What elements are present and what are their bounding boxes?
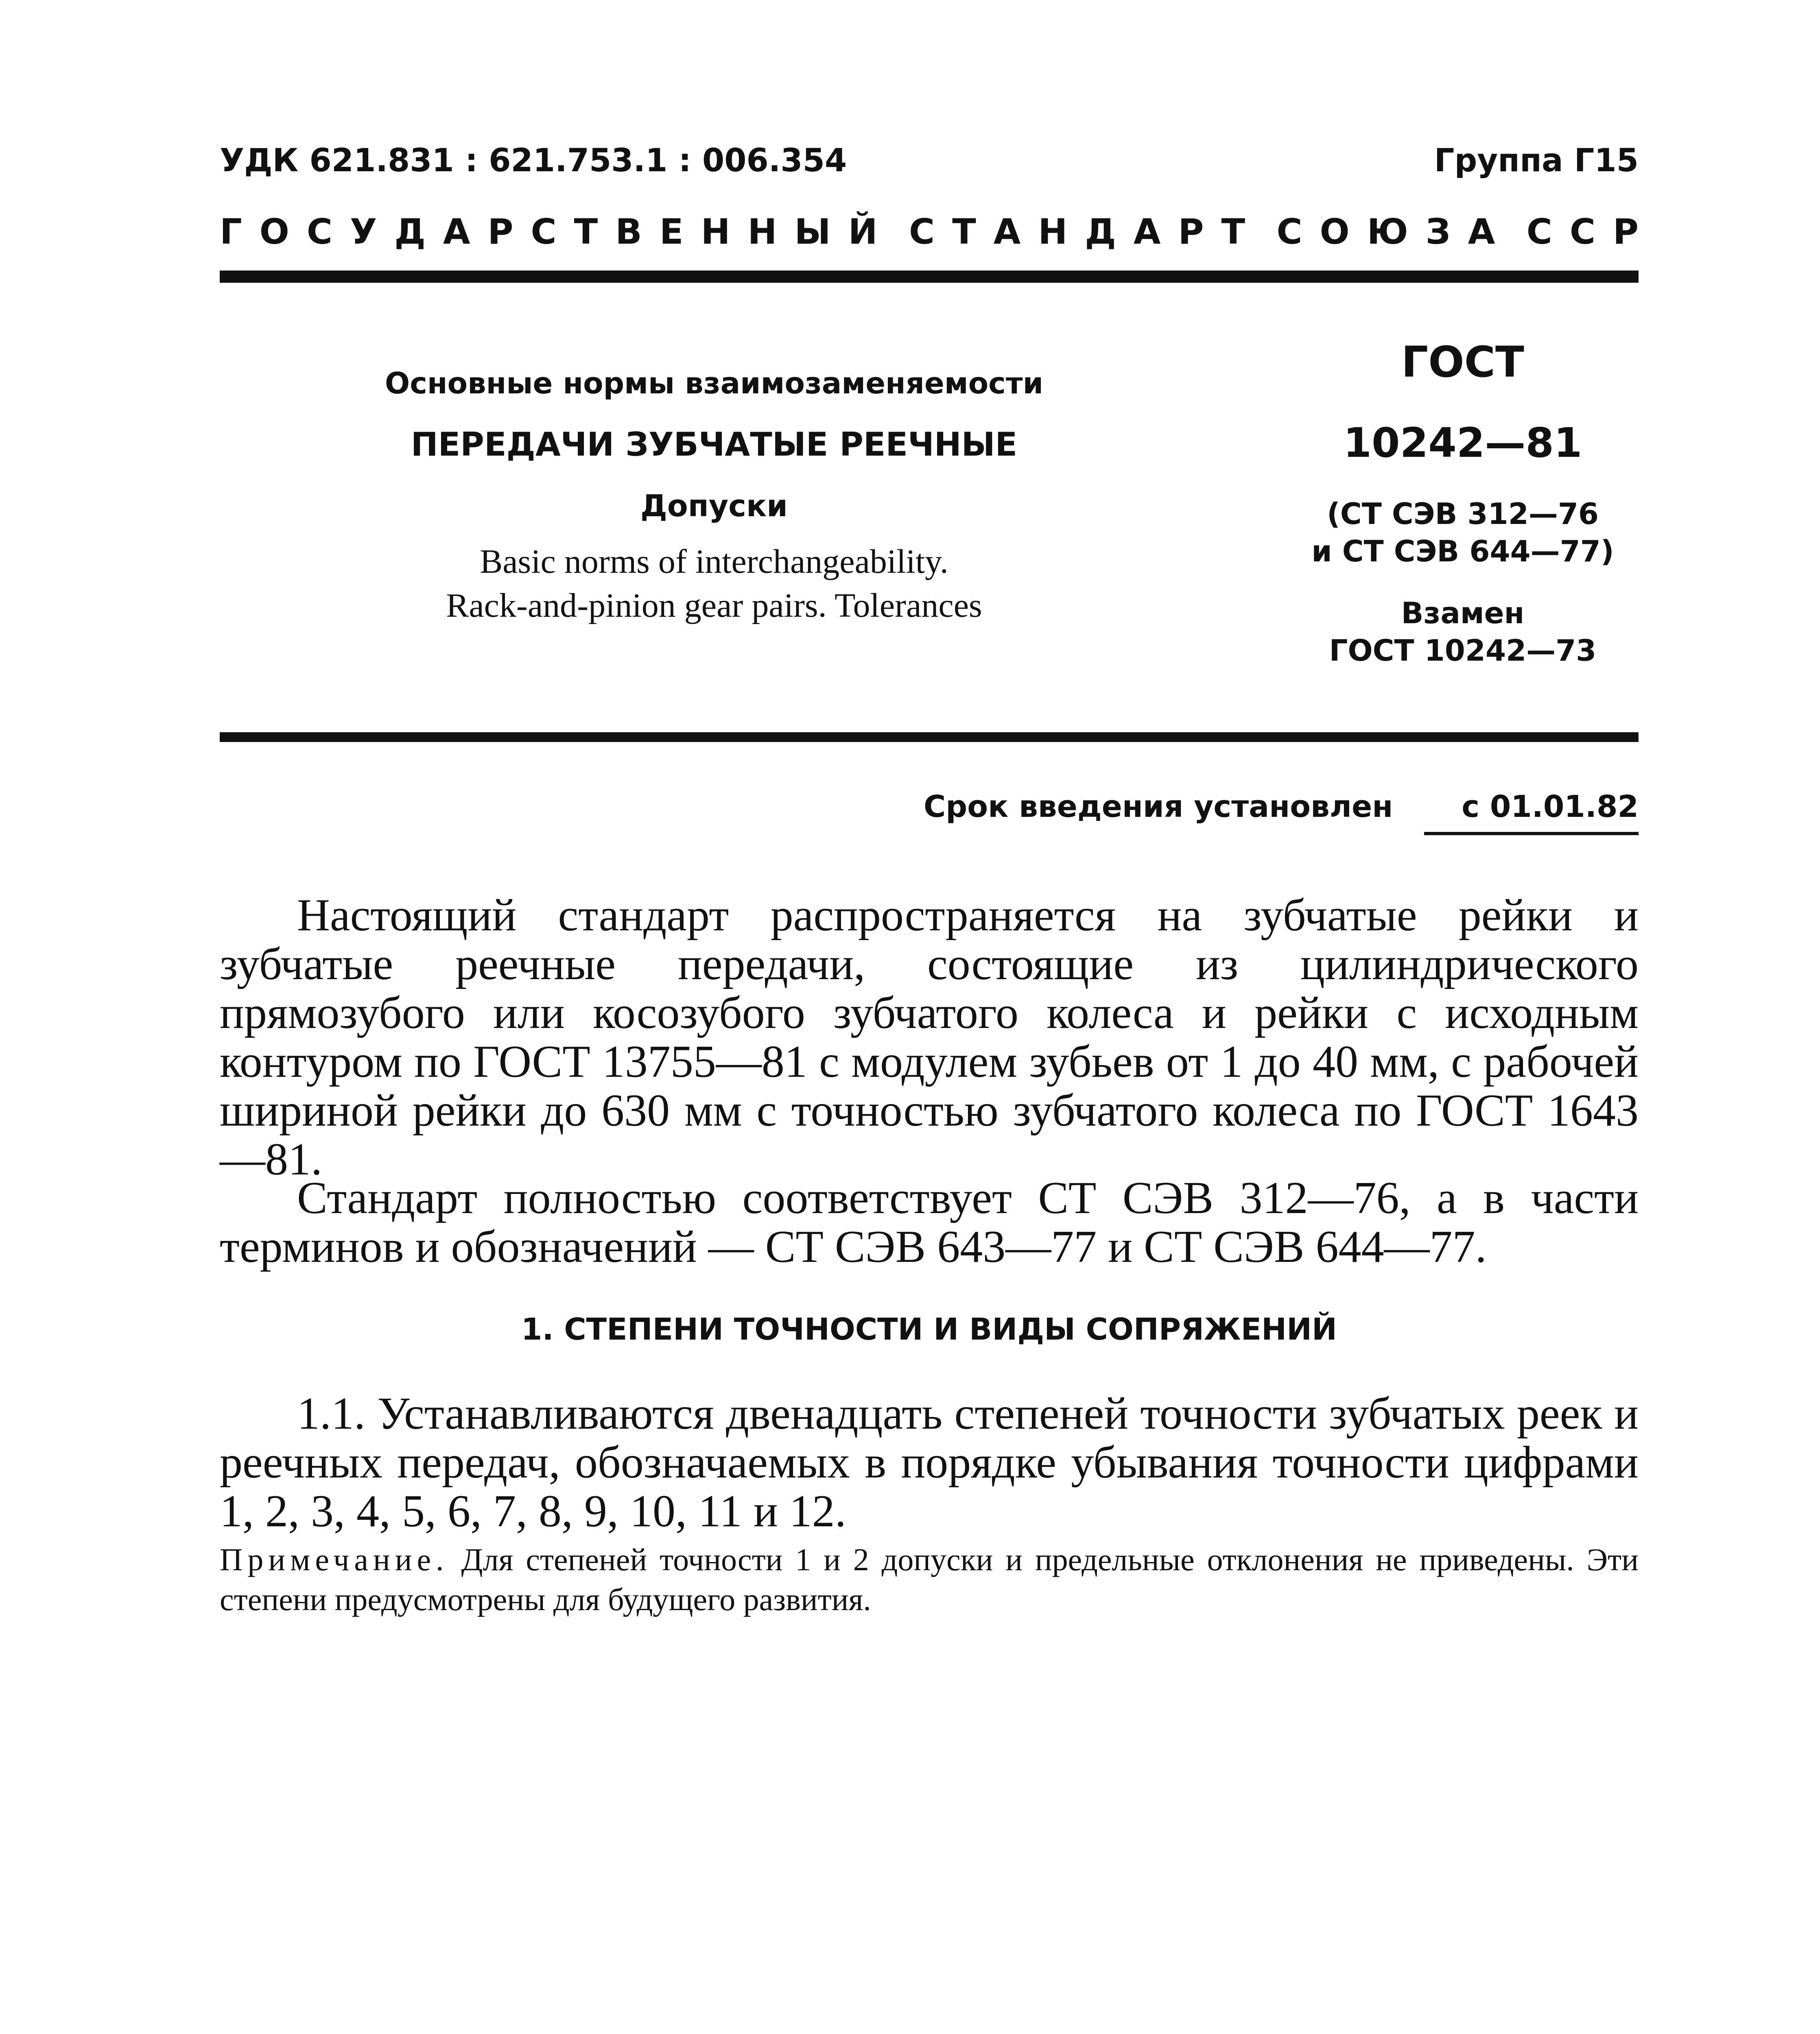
banner-word-4: С С Р: [1526, 212, 1639, 252]
sev-reference-line-2: и СТ СЭВ 644—77): [1311, 534, 1614, 568]
english-title-line-1: Basic norms of interchangeability.: [480, 543, 948, 581]
sev-reference: [1286, 495, 1640, 570]
replaces-number: ГОСТ 10242—73: [1329, 633, 1597, 668]
english-title: [317, 540, 1111, 628]
replaces-block: [1286, 594, 1640, 669]
note-text: Для степеней точности 1 и 2 допуски и предельные отклонения не приведены. Эти степени предусмотрены для будущего развития.: [220, 1542, 1639, 1617]
middle-divider: [220, 732, 1639, 742]
note-label: Примечание.: [220, 1542, 449, 1577]
paragraph-scope: [220, 891, 1639, 1184]
section-heading: 1. СТЕПЕНИ ТОЧНОСТИ И ВИДЫ СОПРЯЖЕНИЙ: [521, 1312, 1337, 1347]
gost-number: 10242—81: [1343, 419, 1582, 467]
gost-label: ГОСТ: [1401, 337, 1524, 387]
banner-word-2: С Т А Н Д А Р Т: [909, 212, 1245, 252]
title-line-2: ПЕРЕДАЧИ ЗУБЧАТЫЕ РЕЕЧНЫЕ: [411, 426, 1018, 463]
title-line-3: Допуски: [640, 489, 788, 524]
paragraph-1-1: [220, 1389, 1639, 1536]
effective-date-underline: [1424, 832, 1639, 835]
top-divider: [220, 271, 1639, 283]
udk-code: УДК 621.831 : 621.753.1 : 006.354: [220, 142, 847, 179]
banner-word-1: Г О С У Д А Р С Т В Е Н Н Ы Й: [220, 212, 878, 252]
english-title-line-2: Rack-and-pinion gear pairs. Tolerances: [446, 587, 982, 624]
effective-date-label: Срок введения установлен: [924, 789, 1393, 824]
paragraph-1-1-text: 1.1. Устанавливаются двенадцать степеней точности зубчатых реек и реечных передач, обозначаемых в порядке убывания точности цифрами 1, 2, 3, 4, 5, 6, 7, 8, 9, 10, 11 и 12.: [220, 1388, 1639, 1536]
effective-date-value: с 01.01.82: [1462, 789, 1639, 824]
state-standard-banner: [220, 212, 1639, 252]
designation-block: [1286, 334, 1640, 669]
group-code: Группа Г15: [1434, 142, 1639, 179]
paragraph-compliance-text: Стандарт полностью соответствует СТ СЭВ 312—76, а в части терминов и обозначений — СТ СЭВ 643—77 и СТ СЭВ 644—77.: [220, 1173, 1639, 1272]
title-line-1: Основные нормы взаимозаменяемости: [385, 366, 1044, 400]
sev-reference-line-1: (СТ СЭВ 312—76: [1326, 497, 1599, 531]
paragraph-compliance: [220, 1174, 1639, 1271]
banner-word-3: С О Ю З А: [1276, 212, 1495, 252]
title-block: [317, 366, 1111, 628]
replaces-label: Взамен: [1401, 596, 1525, 630]
note: [220, 1540, 1639, 1619]
paragraph-scope-text: Настоящий стандарт распространяется на зубчатые рейки и зубчатые реечные передачи, состоящие из цилиндрического прямозубого или косозубого зубчатого колеса и рейки с исходным контуром по ГОСТ 13755—81 с модулем зубьев от 1 до 40 мм, с рабочей шириной рейки до 630 мм с точностью зубчатого колеса по ГОСТ 1643—81.: [220, 890, 1639, 1185]
